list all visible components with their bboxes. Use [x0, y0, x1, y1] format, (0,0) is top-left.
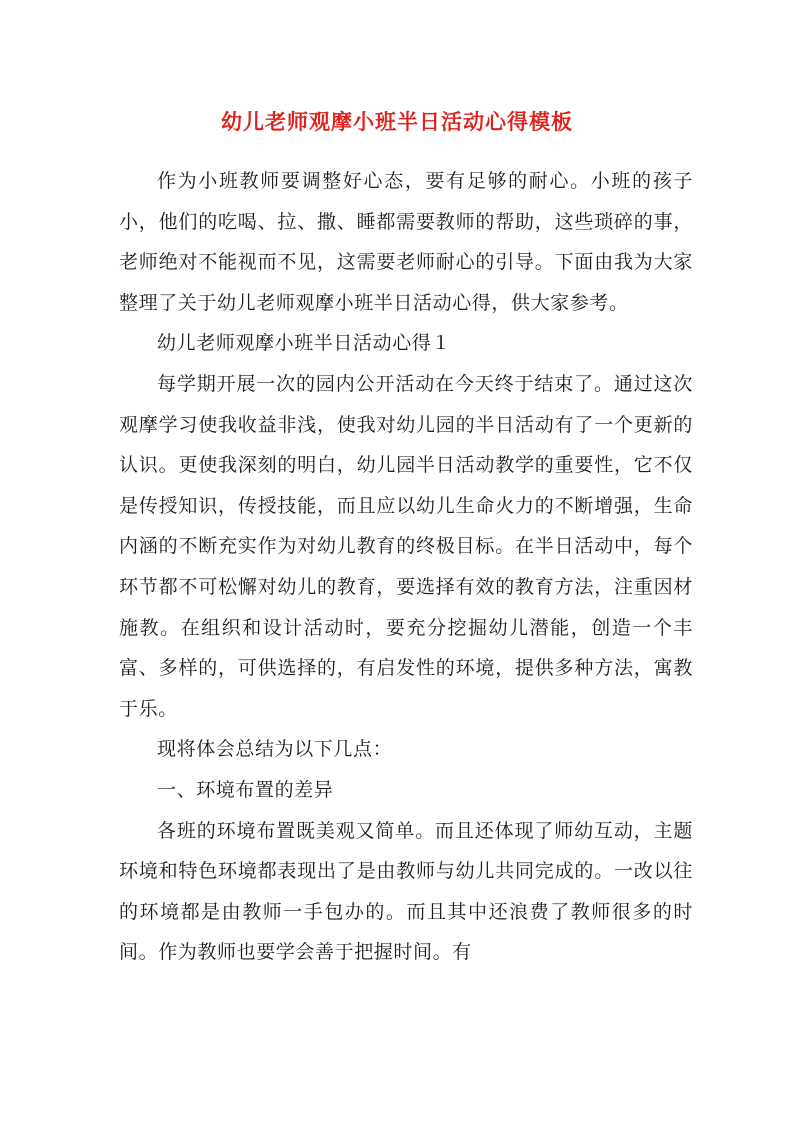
- subsection-heading: 一、环境布置的差异: [157, 778, 334, 801]
- body-paragraph: 各班的环境布置既美观又简单。而且还体现了师幼互动，主题环境和特色环境都表现出了是由教师与幼儿共同完成的。一改以往的环境都是由教师一手包办的。而且其中还浪费了教师很多的时间。作为教师也要学会善于把握时间。有: [119, 819, 693, 964]
- document-title: 幼儿老师观摩小班半日活动心得模板: [221, 109, 573, 134]
- summary-lead-paragraph: 现将体会总结为以下几点：: [157, 738, 393, 761]
- intro-paragraph: 作为小班教师要调整好心态，要有足够的耐心。小班的孩子小，他们的吃喝、拉、撒、睡都需要教师的帮助，这些琐碎的事，老师绝对不能视而不见，这需要老师耐心的引导。下面由我为大家整理了关于幼儿老师观摩小班半日活动心得，供大家参考。: [119, 170, 693, 314]
- body-paragraph: 每学期开展一次的园内公开活动在今天终于结束了。通过这次观摩学习使我收益非浅，使我对幼儿园的半日活动有了一个更新的认识。更使我深刻的明白，幼儿园半日活动教学的重要性，它不仅是传授知识，传授技能，而且应以幼儿生命火力的不断增强，生命内涵的不断充实作为对幼儿教育的终极目标。在半日活动中，每个环节都不可松懈对幼儿的教育，要选择有效的教育方法，注重因材施教。在组织和设计活动时，要充分挖掘幼儿潜能，创造一个丰富、多样的，可供选择的，有启发性的环境，提供多种方法，寓教于乐。: [119, 372, 693, 720]
- section-heading: 幼儿老师观摩小班半日活动心得１: [157, 332, 452, 355]
- document-body: [119, 161, 693, 973]
